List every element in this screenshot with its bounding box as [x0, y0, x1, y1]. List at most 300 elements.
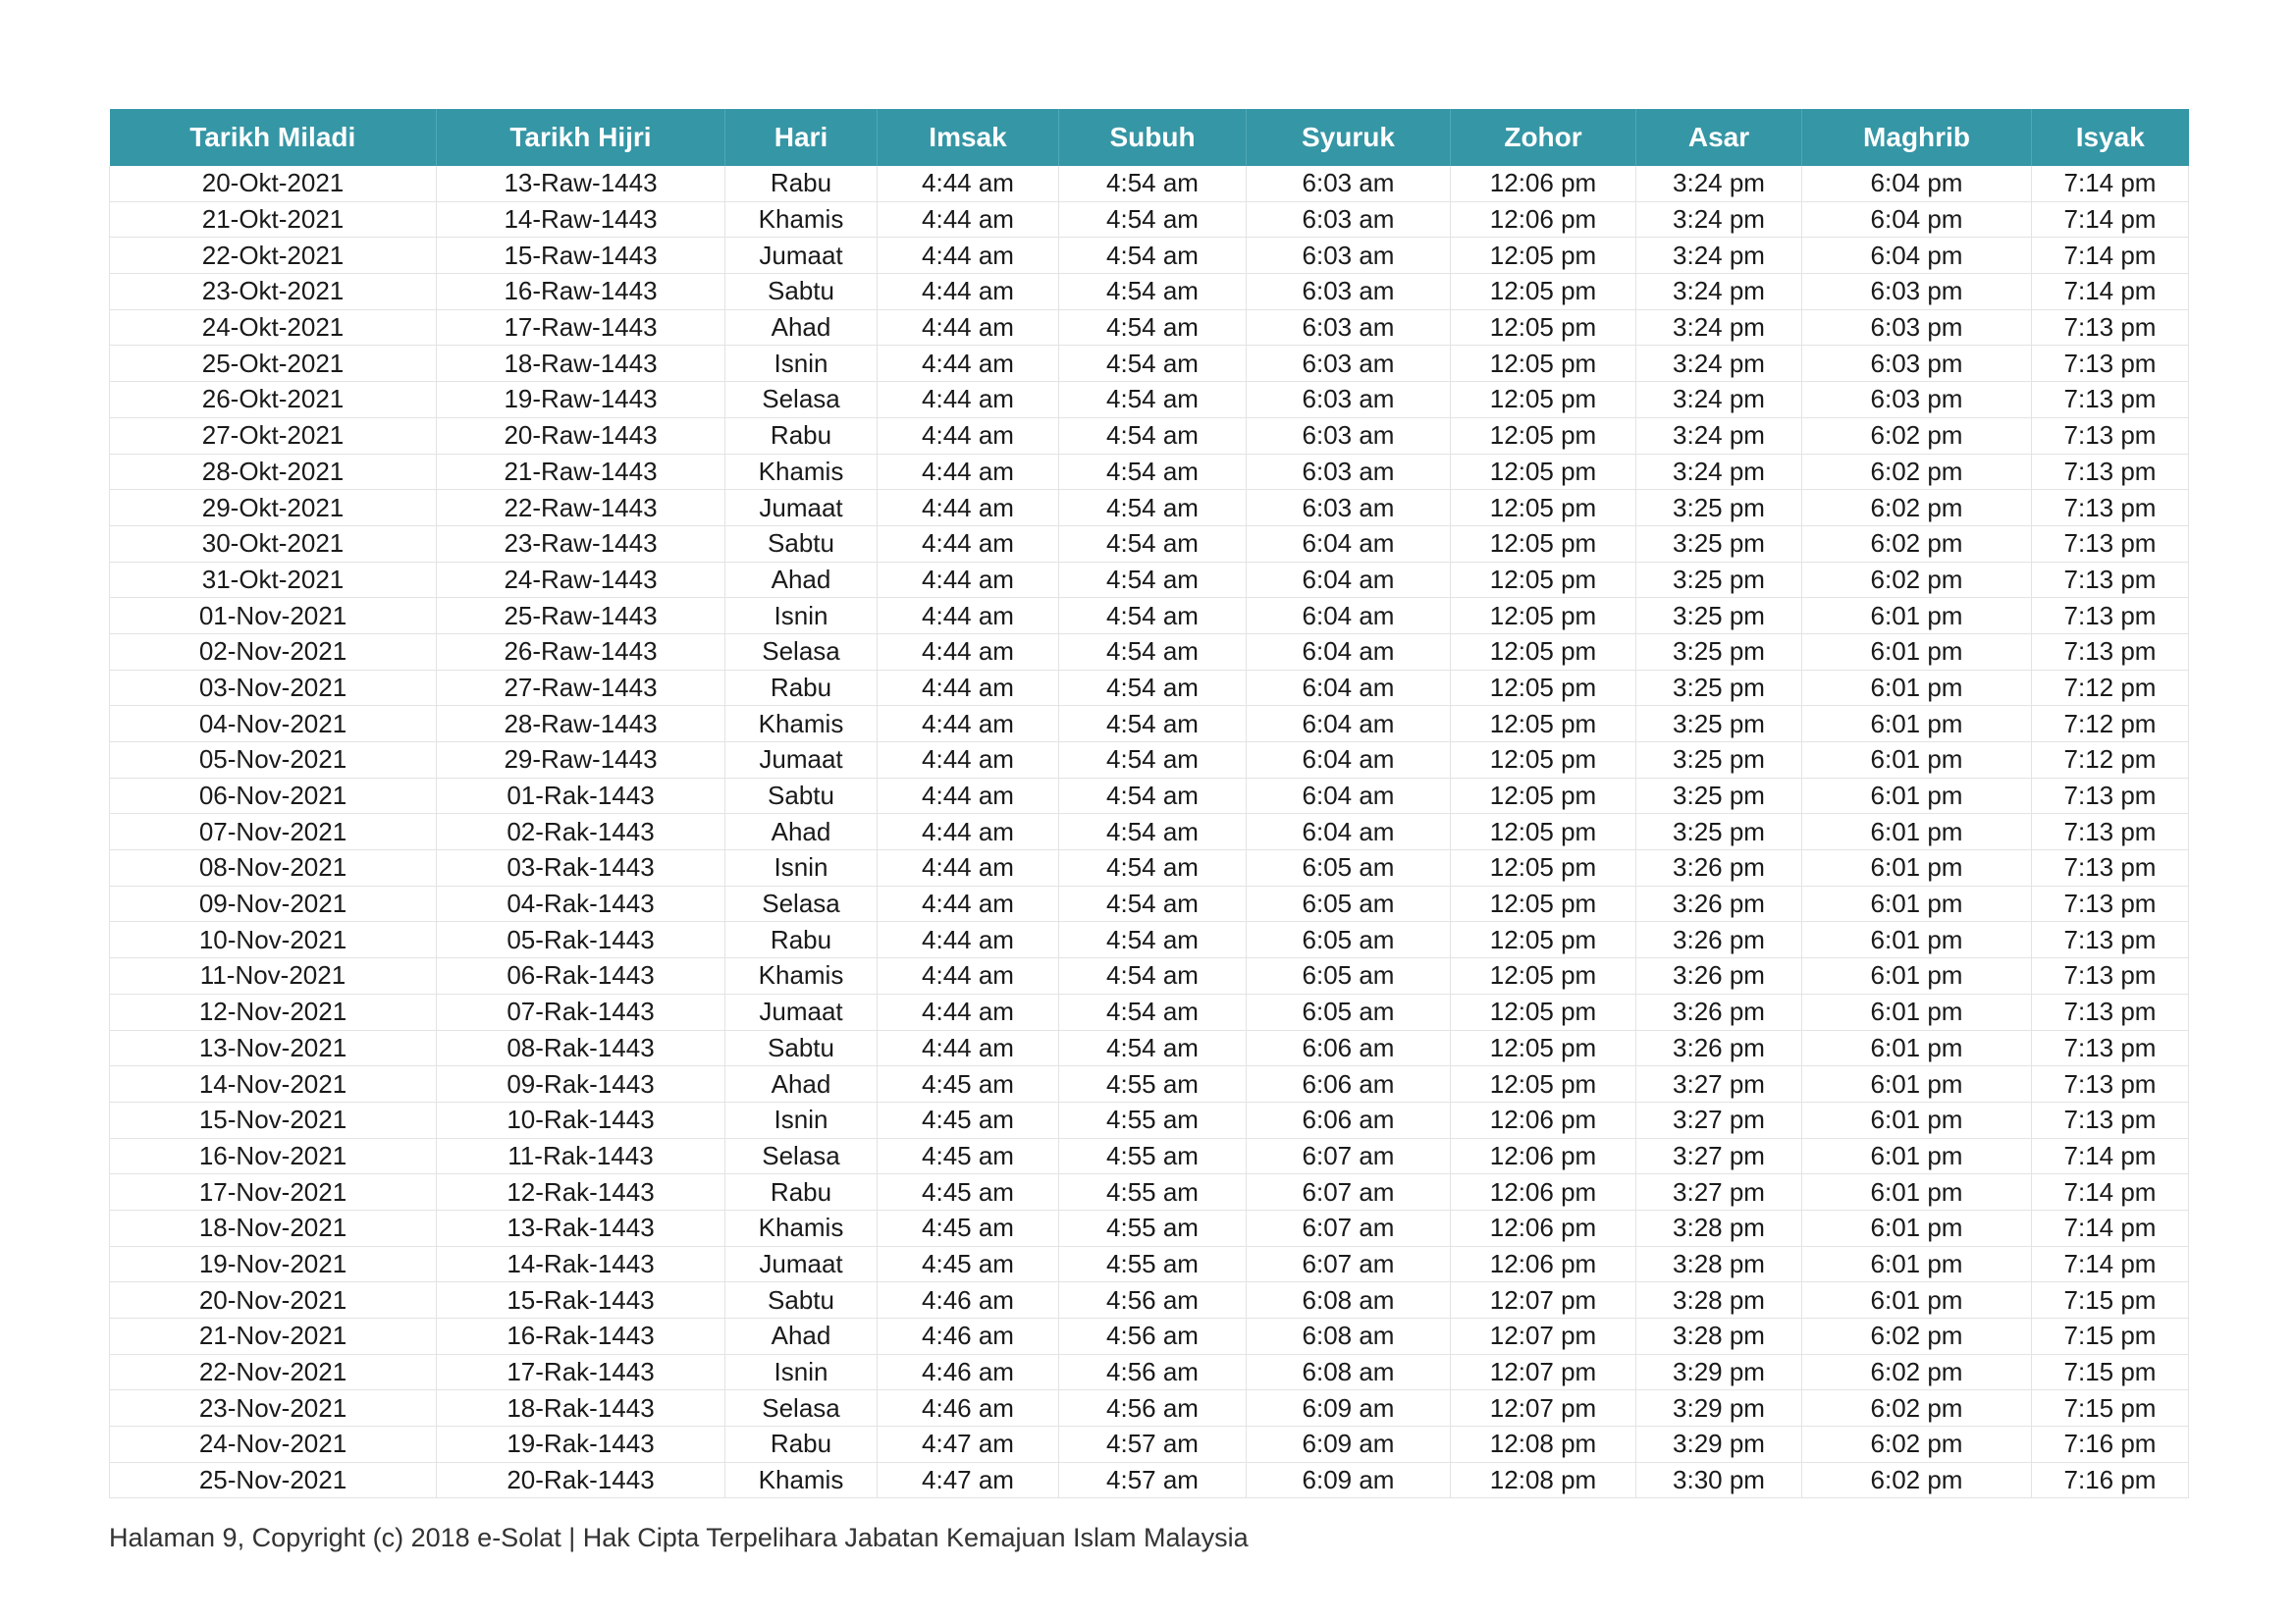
cell-isyak: 7:16 pm — [2032, 1427, 2189, 1463]
cell-syuruk: 6:08 am — [1247, 1282, 1451, 1319]
cell-imsak: 4:44 am — [878, 886, 1059, 922]
cell-zohor: 12:05 pm — [1451, 706, 1636, 742]
cell-imsak: 4:44 am — [878, 346, 1059, 382]
cell-zohor: 12:06 pm — [1451, 1138, 1636, 1174]
cell-isyak: 7:13 pm — [2032, 562, 2189, 598]
cell-maghrib: 6:02 pm — [1802, 1462, 2032, 1498]
cell-zohor: 12:05 pm — [1451, 633, 1636, 670]
cell-zohor: 12:05 pm — [1451, 778, 1636, 814]
table-row — [110, 994, 2189, 1030]
cell-tarikh-hijri: 13-Raw-1443 — [437, 166, 725, 201]
cell-imsak: 4:46 am — [878, 1390, 1059, 1427]
cell-subuh: 4:54 am — [1059, 201, 1247, 238]
cell-tarikh-hijri: 24-Raw-1443 — [437, 562, 725, 598]
cell-subuh: 4:54 am — [1059, 309, 1247, 346]
cell-imsak: 4:44 am — [878, 309, 1059, 346]
cell-isyak: 7:14 pm — [2032, 1174, 2189, 1211]
table-row — [110, 201, 2189, 238]
cell-tarikh-hijri: 09-Rak-1443 — [437, 1066, 725, 1103]
cell-tarikh-miladi: 24-Okt-2021 — [110, 309, 437, 346]
cell-subuh: 4:55 am — [1059, 1066, 1247, 1103]
cell-asar: 3:25 pm — [1636, 525, 1802, 562]
cell-zohor: 12:05 pm — [1451, 922, 1636, 958]
cell-tarikh-miladi: 09-Nov-2021 — [110, 886, 437, 922]
cell-zohor: 12:05 pm — [1451, 562, 1636, 598]
cell-isyak: 7:14 pm — [2032, 201, 2189, 238]
table-row — [110, 742, 2189, 779]
column-header-tarikh-hijri: Tarikh Hijri — [437, 109, 725, 166]
cell-asar: 3:27 pm — [1636, 1066, 1802, 1103]
cell-hari: Sabtu — [725, 1282, 878, 1319]
cell-subuh: 4:56 am — [1059, 1319, 1247, 1355]
cell-syuruk: 6:07 am — [1247, 1210, 1451, 1246]
cell-isyak: 7:13 pm — [2032, 633, 2189, 670]
column-header-subuh: Subuh — [1059, 109, 1247, 166]
cell-isyak: 7:12 pm — [2032, 670, 2189, 706]
cell-hari: Isnin — [725, 850, 878, 887]
table-row — [110, 1102, 2189, 1138]
cell-imsak: 4:44 am — [878, 562, 1059, 598]
cell-imsak: 4:46 am — [878, 1282, 1059, 1319]
cell-maghrib: 6:01 pm — [1802, 778, 2032, 814]
cell-isyak: 7:15 pm — [2032, 1390, 2189, 1427]
cell-subuh: 4:54 am — [1059, 417, 1247, 454]
cell-asar: 3:25 pm — [1636, 814, 1802, 850]
cell-tarikh-miladi: 22-Nov-2021 — [110, 1354, 437, 1390]
cell-syuruk: 6:04 am — [1247, 742, 1451, 779]
cell-asar: 3:24 pm — [1636, 274, 1802, 310]
cell-hari: Rabu — [725, 922, 878, 958]
cell-tarikh-hijri: 29-Raw-1443 — [437, 742, 725, 779]
cell-zohor: 12:07 pm — [1451, 1390, 1636, 1427]
cell-hari: Isnin — [725, 1354, 878, 1390]
cell-tarikh-miladi: 19-Nov-2021 — [110, 1246, 437, 1282]
cell-hari: Sabtu — [725, 778, 878, 814]
cell-imsak: 4:45 am — [878, 1102, 1059, 1138]
cell-hari: Khamis — [725, 201, 878, 238]
cell-tarikh-hijri: 19-Rak-1443 — [437, 1427, 725, 1463]
table-row — [110, 670, 2189, 706]
cell-subuh: 4:55 am — [1059, 1174, 1247, 1211]
cell-tarikh-miladi: 29-Okt-2021 — [110, 490, 437, 526]
cell-imsak: 4:44 am — [878, 525, 1059, 562]
cell-imsak: 4:44 am — [878, 706, 1059, 742]
cell-syuruk: 6:03 am — [1247, 238, 1451, 274]
cell-tarikh-miladi: 10-Nov-2021 — [110, 922, 437, 958]
cell-subuh: 4:57 am — [1059, 1427, 1247, 1463]
cell-tarikh-miladi: 26-Okt-2021 — [110, 382, 437, 418]
cell-isyak: 7:16 pm — [2032, 1462, 2189, 1498]
cell-tarikh-hijri: 02-Rak-1443 — [437, 814, 725, 850]
cell-asar: 3:25 pm — [1636, 490, 1802, 526]
cell-isyak: 7:13 pm — [2032, 778, 2189, 814]
cell-isyak: 7:13 pm — [2032, 994, 2189, 1030]
cell-tarikh-miladi: 28-Okt-2021 — [110, 454, 437, 490]
cell-subuh: 4:54 am — [1059, 706, 1247, 742]
cell-imsak: 4:44 am — [878, 670, 1059, 706]
cell-tarikh-hijri: 28-Raw-1443 — [437, 706, 725, 742]
cell-zohor: 12:05 pm — [1451, 525, 1636, 562]
cell-subuh: 4:54 am — [1059, 562, 1247, 598]
cell-syuruk: 6:03 am — [1247, 166, 1451, 201]
cell-zohor: 12:06 pm — [1451, 201, 1636, 238]
cell-subuh: 4:54 am — [1059, 454, 1247, 490]
cell-zohor: 12:05 pm — [1451, 994, 1636, 1030]
cell-maghrib: 6:04 pm — [1802, 238, 2032, 274]
table-row — [110, 850, 2189, 887]
cell-zohor: 12:05 pm — [1451, 886, 1636, 922]
cell-subuh: 4:54 am — [1059, 670, 1247, 706]
cell-asar: 3:29 pm — [1636, 1390, 1802, 1427]
cell-tarikh-hijri: 12-Rak-1443 — [437, 1174, 725, 1211]
cell-asar: 3:26 pm — [1636, 994, 1802, 1030]
cell-tarikh-miladi: 15-Nov-2021 — [110, 1102, 437, 1138]
cell-isyak: 7:13 pm — [2032, 346, 2189, 382]
cell-tarikh-hijri: 15-Rak-1443 — [437, 1282, 725, 1319]
cell-maghrib: 6:03 pm — [1802, 382, 2032, 418]
cell-hari: Khamis — [725, 1462, 878, 1498]
cell-syuruk: 6:03 am — [1247, 309, 1451, 346]
cell-zohor: 12:05 pm — [1451, 814, 1636, 850]
cell-zohor: 12:06 pm — [1451, 1174, 1636, 1211]
cell-subuh: 4:54 am — [1059, 814, 1247, 850]
cell-asar: 3:25 pm — [1636, 706, 1802, 742]
cell-tarikh-miladi: 03-Nov-2021 — [110, 670, 437, 706]
cell-zohor: 12:06 pm — [1451, 1102, 1636, 1138]
cell-imsak: 4:44 am — [878, 201, 1059, 238]
cell-maghrib: 6:01 pm — [1802, 1138, 2032, 1174]
column-header-imsak: Imsak — [878, 109, 1059, 166]
cell-tarikh-hijri: 17-Rak-1443 — [437, 1354, 725, 1390]
cell-imsak: 4:44 am — [878, 814, 1059, 850]
table-row — [110, 454, 2189, 490]
cell-syuruk: 6:06 am — [1247, 1102, 1451, 1138]
cell-asar: 3:28 pm — [1636, 1210, 1802, 1246]
cell-zohor: 12:05 pm — [1451, 742, 1636, 779]
cell-tarikh-hijri: 08-Rak-1443 — [437, 1030, 725, 1066]
cell-maghrib: 6:02 pm — [1802, 525, 2032, 562]
cell-subuh: 4:54 am — [1059, 525, 1247, 562]
cell-maghrib: 6:01 pm — [1802, 1174, 2032, 1211]
cell-tarikh-hijri: 14-Raw-1443 — [437, 201, 725, 238]
cell-subuh: 4:54 am — [1059, 382, 1247, 418]
cell-syuruk: 6:07 am — [1247, 1138, 1451, 1174]
cell-asar: 3:25 pm — [1636, 670, 1802, 706]
table-row — [110, 958, 2189, 995]
cell-zohor: 12:05 pm — [1451, 958, 1636, 995]
cell-subuh: 4:54 am — [1059, 490, 1247, 526]
cell-maghrib: 6:01 pm — [1802, 814, 2032, 850]
cell-imsak: 4:44 am — [878, 958, 1059, 995]
cell-hari: Isnin — [725, 346, 878, 382]
cell-hari: Jumaat — [725, 490, 878, 526]
cell-maghrib: 6:01 pm — [1802, 994, 2032, 1030]
table-row — [110, 1354, 2189, 1390]
cell-isyak: 7:13 pm — [2032, 886, 2189, 922]
cell-isyak: 7:14 pm — [2032, 1210, 2189, 1246]
table-row — [110, 706, 2189, 742]
cell-tarikh-hijri: 20-Rak-1443 — [437, 1462, 725, 1498]
cell-syuruk: 6:09 am — [1247, 1462, 1451, 1498]
cell-hari: Selasa — [725, 382, 878, 418]
table-row — [110, 382, 2189, 418]
cell-tarikh-hijri: 03-Rak-1443 — [437, 850, 725, 887]
cell-asar: 3:24 pm — [1636, 454, 1802, 490]
cell-asar: 3:24 pm — [1636, 346, 1802, 382]
cell-syuruk: 6:04 am — [1247, 814, 1451, 850]
cell-tarikh-hijri: 07-Rak-1443 — [437, 994, 725, 1030]
cell-isyak: 7:13 pm — [2032, 958, 2189, 995]
cell-syuruk: 6:08 am — [1247, 1319, 1451, 1355]
cell-tarikh-hijri: 06-Rak-1443 — [437, 958, 725, 995]
cell-syuruk: 6:03 am — [1247, 382, 1451, 418]
cell-syuruk: 6:09 am — [1247, 1390, 1451, 1427]
cell-imsak: 4:44 am — [878, 238, 1059, 274]
table-row — [110, 166, 2189, 201]
cell-tarikh-hijri: 22-Raw-1443 — [437, 490, 725, 526]
cell-isyak: 7:13 pm — [2032, 454, 2189, 490]
table-row — [110, 633, 2189, 670]
table-row — [110, 309, 2189, 346]
cell-zohor: 12:05 pm — [1451, 417, 1636, 454]
cell-tarikh-hijri: 18-Raw-1443 — [437, 346, 725, 382]
cell-subuh: 4:54 am — [1059, 778, 1247, 814]
cell-imsak: 4:44 am — [878, 994, 1059, 1030]
cell-subuh: 4:54 am — [1059, 598, 1247, 634]
cell-subuh: 4:54 am — [1059, 850, 1247, 887]
table-body — [110, 166, 2189, 1498]
cell-subuh: 4:54 am — [1059, 274, 1247, 310]
cell-syuruk: 6:04 am — [1247, 562, 1451, 598]
cell-hari: Sabtu — [725, 525, 878, 562]
cell-asar: 3:27 pm — [1636, 1174, 1802, 1211]
cell-zohor: 12:05 pm — [1451, 670, 1636, 706]
cell-subuh: 4:55 am — [1059, 1102, 1247, 1138]
cell-isyak: 7:14 pm — [2032, 1138, 2189, 1174]
cell-tarikh-miladi: 06-Nov-2021 — [110, 778, 437, 814]
table-row — [110, 1390, 2189, 1427]
cell-maghrib: 6:03 pm — [1802, 309, 2032, 346]
cell-subuh: 4:54 am — [1059, 742, 1247, 779]
cell-zohor: 12:06 pm — [1451, 166, 1636, 201]
cell-hari: Rabu — [725, 670, 878, 706]
cell-maghrib: 6:02 pm — [1802, 562, 2032, 598]
cell-zohor: 12:05 pm — [1451, 238, 1636, 274]
cell-tarikh-hijri: 23-Raw-1443 — [437, 525, 725, 562]
cell-syuruk: 6:07 am — [1247, 1246, 1451, 1282]
cell-tarikh-miladi: 27-Okt-2021 — [110, 417, 437, 454]
cell-tarikh-hijri: 01-Rak-1443 — [437, 778, 725, 814]
cell-subuh: 4:54 am — [1059, 238, 1247, 274]
cell-tarikh-hijri: 16-Raw-1443 — [437, 274, 725, 310]
cell-tarikh-miladi: 13-Nov-2021 — [110, 1030, 437, 1066]
cell-imsak: 4:45 am — [878, 1210, 1059, 1246]
cell-asar: 3:28 pm — [1636, 1282, 1802, 1319]
table-row — [110, 1427, 2189, 1463]
cell-tarikh-miladi: 30-Okt-2021 — [110, 525, 437, 562]
cell-tarikh-miladi: 08-Nov-2021 — [110, 850, 437, 887]
cell-tarikh-hijri: 26-Raw-1443 — [437, 633, 725, 670]
cell-syuruk: 6:03 am — [1247, 454, 1451, 490]
cell-hari: Rabu — [725, 166, 878, 201]
cell-tarikh-hijri: 05-Rak-1443 — [437, 922, 725, 958]
cell-isyak: 7:14 pm — [2032, 166, 2189, 201]
cell-syuruk: 6:04 am — [1247, 670, 1451, 706]
cell-syuruk: 6:06 am — [1247, 1066, 1451, 1103]
cell-subuh: 4:57 am — [1059, 1462, 1247, 1498]
cell-zohor: 12:06 pm — [1451, 1246, 1636, 1282]
cell-tarikh-miladi: 02-Nov-2021 — [110, 633, 437, 670]
cell-tarikh-hijri: 15-Raw-1443 — [437, 238, 725, 274]
column-header-syuruk: Syuruk — [1247, 109, 1451, 166]
cell-syuruk: 6:07 am — [1247, 1174, 1451, 1211]
column-header-tarikh-miladi: Tarikh Miladi — [110, 109, 437, 166]
table-row — [110, 417, 2189, 454]
cell-maghrib: 6:02 pm — [1802, 1390, 2032, 1427]
cell-asar: 3:27 pm — [1636, 1102, 1802, 1138]
table-row — [110, 1210, 2189, 1246]
cell-zohor: 12:08 pm — [1451, 1427, 1636, 1463]
cell-maghrib: 6:02 pm — [1802, 454, 2032, 490]
cell-syuruk: 6:04 am — [1247, 598, 1451, 634]
column-header-isyak: Isyak — [2032, 109, 2189, 166]
cell-subuh: 4:54 am — [1059, 922, 1247, 958]
cell-isyak: 7:13 pm — [2032, 1066, 2189, 1103]
cell-syuruk: 6:04 am — [1247, 525, 1451, 562]
cell-isyak: 7:15 pm — [2032, 1282, 2189, 1319]
cell-isyak: 7:15 pm — [2032, 1354, 2189, 1390]
cell-subuh: 4:54 am — [1059, 958, 1247, 995]
cell-subuh: 4:55 am — [1059, 1138, 1247, 1174]
cell-syuruk: 6:04 am — [1247, 706, 1451, 742]
cell-tarikh-miladi: 12-Nov-2021 — [110, 994, 437, 1030]
cell-imsak: 4:44 am — [878, 490, 1059, 526]
cell-syuruk: 6:05 am — [1247, 886, 1451, 922]
cell-asar: 3:24 pm — [1636, 417, 1802, 454]
cell-maghrib: 6:02 pm — [1802, 1354, 2032, 1390]
table-row — [110, 562, 2189, 598]
cell-asar: 3:29 pm — [1636, 1427, 1802, 1463]
cell-asar: 3:29 pm — [1636, 1354, 1802, 1390]
cell-subuh: 4:55 am — [1059, 1246, 1247, 1282]
cell-asar: 3:25 pm — [1636, 742, 1802, 779]
cell-tarikh-miladi: 17-Nov-2021 — [110, 1174, 437, 1211]
header-row — [110, 109, 2189, 166]
cell-imsak: 4:46 am — [878, 1319, 1059, 1355]
cell-imsak: 4:45 am — [878, 1138, 1059, 1174]
table-row — [110, 922, 2189, 958]
cell-maghrib: 6:01 pm — [1802, 742, 2032, 779]
cell-asar: 3:25 pm — [1636, 598, 1802, 634]
cell-maghrib: 6:01 pm — [1802, 1030, 2032, 1066]
cell-syuruk: 6:03 am — [1247, 417, 1451, 454]
cell-hari: Ahad — [725, 1319, 878, 1355]
cell-hari: Rabu — [725, 1427, 878, 1463]
cell-subuh: 4:54 am — [1059, 1030, 1247, 1066]
table-row — [110, 490, 2189, 526]
cell-tarikh-hijri: 19-Raw-1443 — [437, 382, 725, 418]
cell-imsak: 4:44 am — [878, 454, 1059, 490]
cell-isyak: 7:12 pm — [2032, 706, 2189, 742]
cell-zohor: 12:05 pm — [1451, 1066, 1636, 1103]
column-header-zohor: Zohor — [1451, 109, 1636, 166]
cell-isyak: 7:14 pm — [2032, 274, 2189, 310]
cell-hari: Rabu — [725, 1174, 878, 1211]
cell-maghrib: 6:01 pm — [1802, 958, 2032, 995]
cell-tarikh-hijri: 18-Rak-1443 — [437, 1390, 725, 1427]
cell-imsak: 4:44 am — [878, 742, 1059, 779]
table-row — [110, 598, 2189, 634]
cell-tarikh-miladi: 25-Nov-2021 — [110, 1462, 437, 1498]
cell-asar: 3:26 pm — [1636, 850, 1802, 887]
table-row — [110, 1246, 2189, 1282]
cell-tarikh-miladi: 21-Nov-2021 — [110, 1319, 437, 1355]
table-row — [110, 1462, 2189, 1498]
cell-syuruk: 6:04 am — [1247, 778, 1451, 814]
cell-asar: 3:30 pm — [1636, 1462, 1802, 1498]
cell-tarikh-hijri: 13-Rak-1443 — [437, 1210, 725, 1246]
cell-asar: 3:27 pm — [1636, 1138, 1802, 1174]
cell-maghrib: 6:04 pm — [1802, 201, 2032, 238]
cell-maghrib: 6:01 pm — [1802, 598, 2032, 634]
cell-subuh: 4:54 am — [1059, 166, 1247, 201]
cell-hari: Ahad — [725, 309, 878, 346]
cell-maghrib: 6:01 pm — [1802, 1282, 2032, 1319]
cell-zohor: 12:05 pm — [1451, 598, 1636, 634]
cell-asar: 3:24 pm — [1636, 382, 1802, 418]
cell-imsak: 4:44 am — [878, 1030, 1059, 1066]
cell-syuruk: 6:05 am — [1247, 850, 1451, 887]
cell-tarikh-miladi: 23-Nov-2021 — [110, 1390, 437, 1427]
table-row — [110, 274, 2189, 310]
cell-syuruk: 6:04 am — [1247, 633, 1451, 670]
cell-isyak: 7:13 pm — [2032, 525, 2189, 562]
cell-hari: Selasa — [725, 886, 878, 922]
cell-isyak: 7:13 pm — [2032, 417, 2189, 454]
table-row — [110, 1282, 2189, 1319]
cell-hari: Ahad — [725, 814, 878, 850]
cell-hari: Khamis — [725, 454, 878, 490]
cell-asar: 3:28 pm — [1636, 1319, 1802, 1355]
cell-maghrib: 6:02 pm — [1802, 1427, 2032, 1463]
cell-tarikh-hijri: 14-Rak-1443 — [437, 1246, 725, 1282]
cell-isyak: 7:13 pm — [2032, 309, 2189, 346]
cell-syuruk: 6:03 am — [1247, 201, 1451, 238]
cell-hari: Isnin — [725, 1102, 878, 1138]
cell-subuh: 4:55 am — [1059, 1210, 1247, 1246]
cell-hari: Sabtu — [725, 274, 878, 310]
cell-maghrib: 6:04 pm — [1802, 166, 2032, 201]
cell-maghrib: 6:03 pm — [1802, 346, 2032, 382]
cell-hari: Jumaat — [725, 994, 878, 1030]
cell-maghrib: 6:01 pm — [1802, 706, 2032, 742]
cell-asar: 3:26 pm — [1636, 886, 1802, 922]
cell-maghrib: 6:01 pm — [1802, 1246, 2032, 1282]
cell-zohor: 12:05 pm — [1451, 454, 1636, 490]
cell-maghrib: 6:01 pm — [1802, 633, 2032, 670]
cell-isyak: 7:13 pm — [2032, 490, 2189, 526]
cell-tarikh-miladi: 05-Nov-2021 — [110, 742, 437, 779]
cell-tarikh-hijri: 11-Rak-1443 — [437, 1138, 725, 1174]
cell-zohor: 12:05 pm — [1451, 382, 1636, 418]
cell-imsak: 4:44 am — [878, 850, 1059, 887]
table-row — [110, 1319, 2189, 1355]
cell-zohor: 12:05 pm — [1451, 490, 1636, 526]
cell-asar: 3:25 pm — [1636, 778, 1802, 814]
cell-subuh: 4:56 am — [1059, 1354, 1247, 1390]
cell-subuh: 4:54 am — [1059, 346, 1247, 382]
cell-hari: Isnin — [725, 598, 878, 634]
